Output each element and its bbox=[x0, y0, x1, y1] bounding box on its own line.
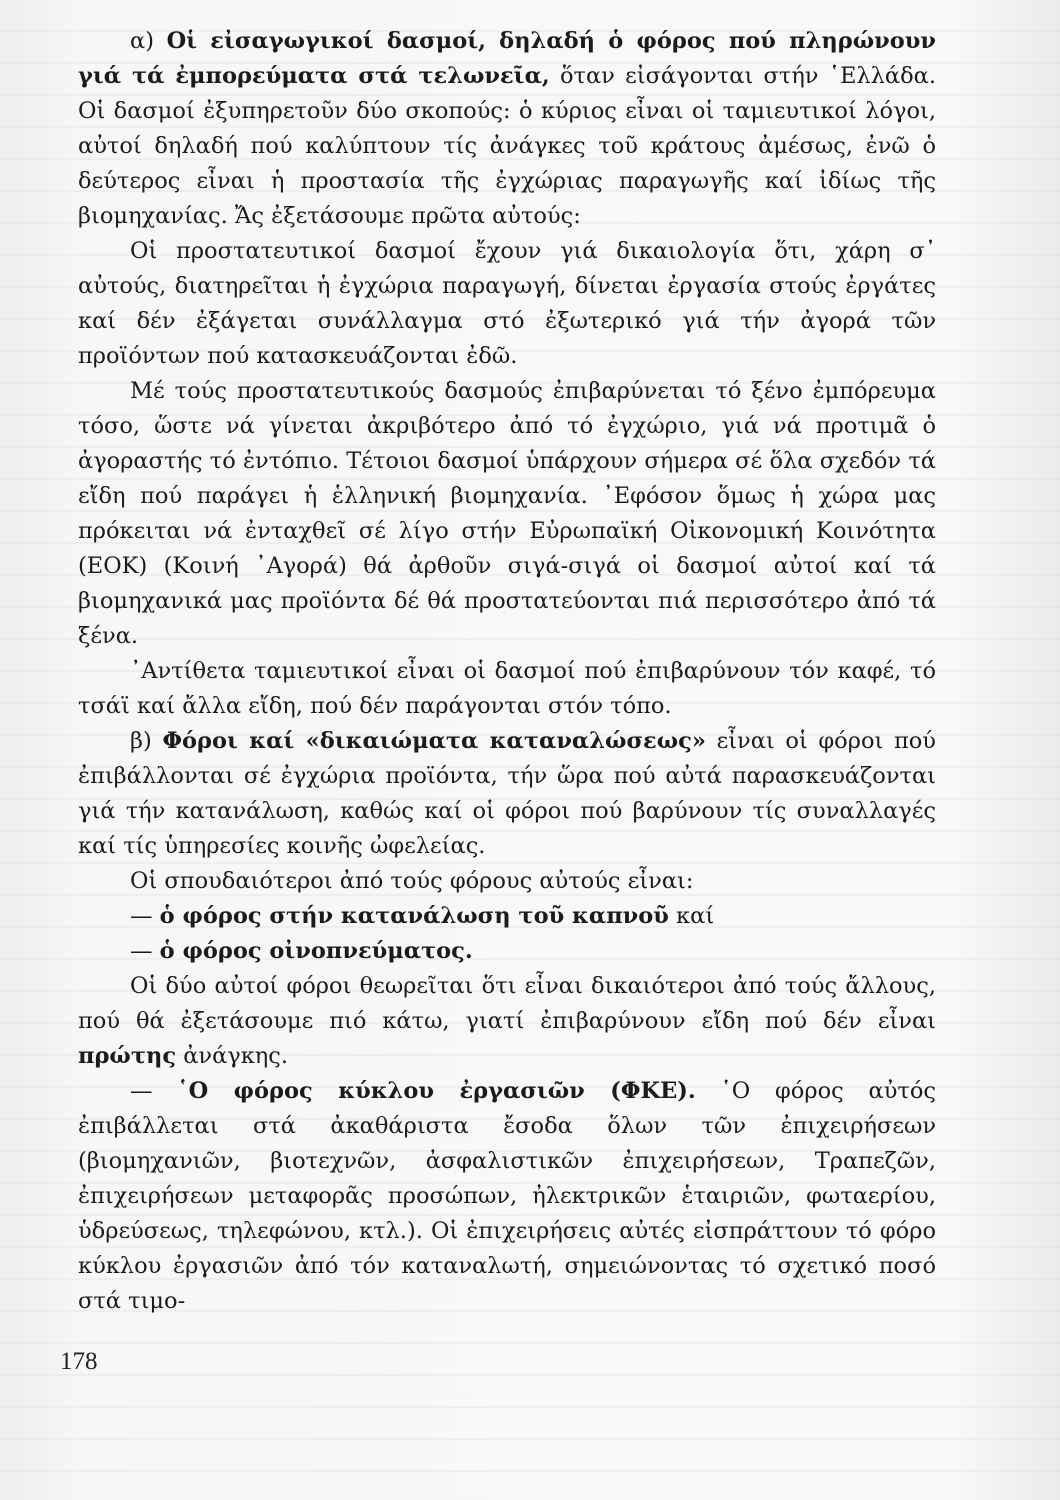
paragraph-text: εἶναι οἱ φόροι πού ἐπιβάλλονται σέ ἐγχώρια προϊόντα, τήν ὥρα πού αὐτά παρασκευάζονται γιά τήν κατανάλωση, καθώς καί οἱ φόροι πού βαρύνουν τίς συναλλαγές καί τίς ὑπηρεσίες κοινῆς ὠφελείας. bbox=[78, 728, 936, 859]
paragraph-text: Μέ τούς προστατευτικούς δασμούς ἐπιβαρύνεται τό ξένο ἐμπόρευμα τόσο, ὥστε νά γίνεται ἀκριβότερο ἀπό τό ἐγχώριο, γιά νά προτιμᾶ ὁ ἀγοραστής τό ἐντόπιο. Τέτοιοι δασμοί ὑπάρχουν σήμερα σέ ὅλα σχεδόν τά εἴδη πού παράγει ἡ ἑλληνική βιομηχανία. ᾿Εφόσον ὅμως ἡ χώρα μας πρόκειται νά ἐνταχθεῖ σέ λίγο στήν Εὐρωπαϊκή Οἰκονομική Κοινότητα (ΕΟΚ) (Κοινή ᾿Αγορά) θά ἀρθοῦν σιγά-σιγά οἱ δασμοί αὐτοί καί τά βιομηχανικά μας προϊόντα δέ θά προστατεύονται πιά περισσότερο ἀπό τά ξένα. bbox=[78, 378, 936, 649]
paragraph-customs-duties bbox=[78, 24, 936, 234]
dash-marker: — bbox=[130, 938, 160, 964]
paragraph-main-taxes bbox=[78, 864, 936, 899]
emphasis-first-need: πρώτης bbox=[78, 1043, 177, 1069]
term-import-duties: Οἱ εἰσαγωγικοί δασμοί, δηλαδή ὁ φόρος πού πληρώνουν γιά τά ἐμπορεύματα στά τελωνεῖα, bbox=[78, 28, 937, 89]
term-alcohol-tax: ὁ φόρος οἰνοπνεύματος. bbox=[159, 938, 473, 964]
body-text bbox=[78, 24, 936, 1319]
paragraph-text: ῾Ο φόρος αὐτός ἐπιβάλλεται στά ἀκαθάριστα ἔσοδα ὅλων τῶν ἐπιχειρήσεων (βιομηχανιῶν, βιοτεχνῶν, ἀσφαλιστικῶν ἐπιχειρήσεων, Τραπεζῶν, ἐπιχειρήσεων μεταφορᾶς προσώπων, ἠλεκτρικῶν ἑταιριῶν, φωταερίου, ὑδρεύσεως, τηλεφώνου, κτλ.). Οἱ ἐπιχειρήσεις αὐτές εἰσπράττουν τό φόρο κύκλου ἐργασιῶν ἀπό τόν καταναλωτή, σημειώνοντας τό σχετικό ποσό στά τιμο- bbox=[78, 1078, 936, 1314]
paragraph-text: ᾿Αντίθετα ταμιευτικοί εἶναι οἱ δασμοί πού ἐπιβαρύνουν τόν καφέ, τό τσάϊ καί ἄλλα εἴδη, πού δέν παράγονται στόν τόπο. bbox=[78, 658, 936, 719]
list-item-tobacco-tax bbox=[78, 899, 936, 934]
paragraph-protective-effect bbox=[78, 374, 936, 654]
item-marker-a: α) bbox=[130, 28, 167, 54]
paragraph-text: Οἱ προστατευτικοί δασμοί ἔχουν γιά δικαιολογία ὅτι, χάρη σ᾿ αὐτούς, διατηρεῖται ἡ ἐγχώρια παραγωγή, δίνεται ἐργασία στούς ἐργάτες καί δέν ἐξάγεται συνάλλαγμα στό ἐξωτερικό γιά τήν ἀγορά τῶν προϊόντων πού κατασκευάζονται ἐδῶ. bbox=[78, 238, 936, 369]
paragraph-text: Οἱ σπουδαιότεροι ἀπό τούς φόρους αὐτούς εἶναι: bbox=[130, 868, 694, 894]
paragraph-text: ἀνάγκης. bbox=[176, 1043, 289, 1069]
paragraph-consumption-taxes bbox=[78, 724, 936, 864]
term-consumption-taxes: Φόροι καί «δικαιώματα καταναλώσεως» bbox=[162, 728, 706, 754]
term-tobacco-tax: ὁ φόρος στήν κατανάλωση τοῦ καπνοῦ bbox=[159, 903, 669, 929]
list-item-alcohol-tax bbox=[78, 934, 936, 969]
dash-marker: — bbox=[130, 1078, 178, 1104]
page-number: 178 bbox=[60, 1348, 98, 1375]
paragraph-protective-duties bbox=[78, 234, 936, 374]
paragraph-text: Οἱ δύο αὐτοί φόροι θεωρεῖται ὅτι εἶναι δικαιότεροι ἀπό τούς ἄλλους, πού θά ἐξετάσουμε πιό κάτω, γιατί ἐπιβαρύνουν εἴδη πού δέν εἶναι bbox=[78, 973, 936, 1034]
item-marker-b: β) bbox=[130, 728, 163, 754]
dash-marker: — bbox=[130, 903, 160, 929]
term-turnover-tax: ῾Ο φόρος κύκλου ἐργασιῶν (ΦΚΕ). bbox=[177, 1078, 696, 1104]
paragraph-text: καί bbox=[668, 903, 715, 929]
paragraph-turnover-tax bbox=[78, 1074, 936, 1319]
paragraph-fairer-taxes bbox=[78, 969, 936, 1074]
paragraph-fiscal-duties bbox=[78, 654, 936, 724]
paragraph-text: ὅταν εἰσάγονται στήν ῾Ελλάδα. Οἱ δασμοί ἐξυπηρετοῦν δύο σκοπούς: ὁ κύριος εἶναι οἱ ταμιευτικοί λόγοι, αὐτοί δηλαδή πού καλύπτουν τίς ἀνάγκες τοῦ κράτους ἀμέσως, ἐνῶ ὁ δεύτερος εἶναι ἡ προστασία τῆς ἐγχώριας παραγωγῆς καί ἰδίως τῆς βιομηχανίας. Ἄς ἐξετάσουμε πρῶτα αὐτούς: bbox=[78, 63, 937, 229]
